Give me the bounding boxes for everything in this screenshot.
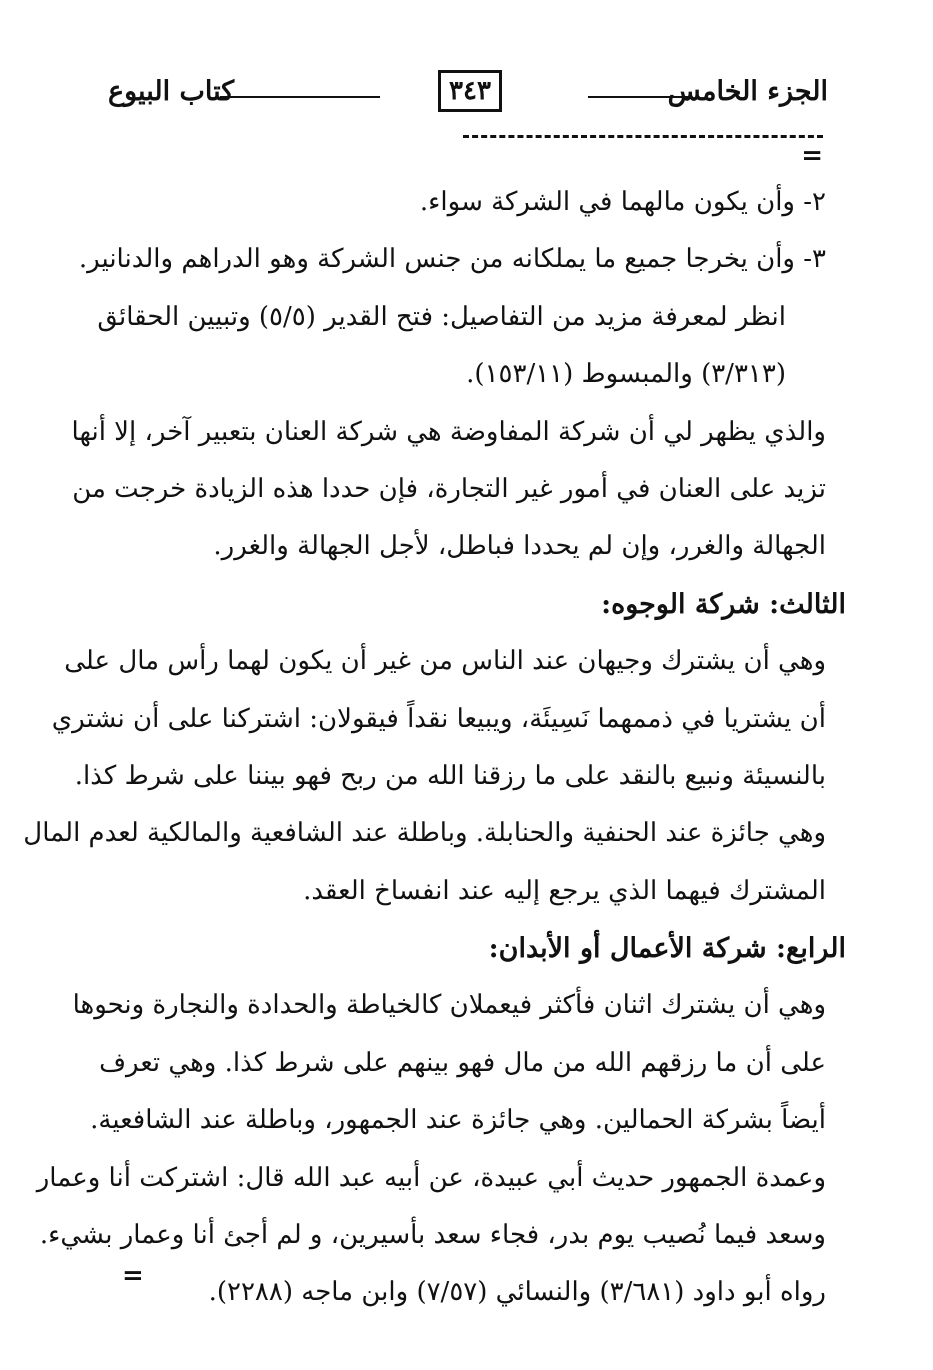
header-rule-right: [588, 96, 690, 98]
page-body: [23, 174, 846, 1322]
paragraph-line: وسعد فيما نُصيب يوم بدر، فجاء سعد بأسيرين، و لم أجئ أنا وعمار بشيء.: [39, 1220, 826, 1251]
list-item-2: ٢- وأن يكون مالهما في الشركة سواء.: [419, 187, 826, 217]
page-header: [108, 72, 828, 122]
book-title: كتاب البيوع: [108, 76, 235, 107]
paragraph-line: وعمدة الجمهور حديث أبي عبيدة، عن أبيه عبد الله قال: اشتركت أنا وعمار: [36, 1162, 826, 1193]
citation-line: رواه أبو داود (٣/٦٨١) والنسائي (٧/٥٧) وابن ماجه (٢٢٨٨).: [208, 1277, 826, 1308]
paragraph-line: بالنسيئة ونبيع بالنقد على ما رزقنا الله من ربح فهو بيننا على شرط كذا.: [74, 760, 826, 791]
paragraph-line: المشترك فيهما الذي يرجع إليه عند انفساخ العقد.: [303, 875, 826, 906]
list-item-3: ٣- وأن يخرجا جميع ما يملكانه من جنس الشركة وهو الدراهم والدنانير.: [78, 244, 826, 275]
header-rule-left: [220, 96, 380, 98]
continuation-mark-top: =: [801, 141, 823, 171]
paragraph-line: الجهالة والغرر، وإن لم يحددا فباطل، لأجل الجهالة والغرر.: [213, 531, 826, 562]
volume-title: الجزء الخامس: [667, 76, 828, 107]
paragraph-line: تزيد على العنان في أمور غير التجارة، فإن حددا هذه الزيادة خرجت من: [72, 473, 826, 504]
paragraph-line: على أن ما رزقهم الله من مال فهو بينهم على شرط كذا. وهي تعرف: [99, 1047, 826, 1078]
continuation-mark-bottom: =: [122, 1261, 144, 1291]
section-heading-wujuh: الثالث: شركة الوجوه:: [601, 588, 846, 620]
paragraph-line: وهي أن يشترك اثنان فأكثر فيعملان كالخياطة والحدادة والنجارة ونحوها: [72, 990, 826, 1021]
dashed-separator: [463, 135, 823, 138]
paragraph-line: والذي يظهر لي أن شركة المفاوضة هي شركة العنان بتعبير آخر، إلا أنها: [71, 416, 826, 447]
paragraph-line: وهي جائزة عند الحنفية والحنابلة. وباطلة عند الشافعية والمالكية لعدم المال: [23, 818, 826, 849]
paragraph-line: أن يشتريا في ذممهما نَسِيئَة، ويبيعا نقداً فيقولان: اشتركنا على أن نشتري: [51, 703, 826, 734]
reference-line: انظر لمعرفة مزيد من التفاصيل: فتح القدير (٥/٥) وتبيين الحقائق: [97, 301, 786, 332]
page-number: ٣٤٣: [438, 70, 502, 112]
section-heading-abdan: الرابع: شركة الأعمال أو الأبدان:: [488, 933, 846, 965]
paragraph-line: أيضاً بشركة الحمالين. وهي جائزة عند الجمهور، وباطلة عند الشافعية.: [90, 1105, 826, 1136]
paragraph-line: وهي أن يشترك وجيهان عند الناس من غير أن يكون لهما رأس مال على: [64, 646, 826, 677]
reference-line: (٣/٣١٣) والمبسوط (١٥٣/١١).: [466, 359, 786, 390]
